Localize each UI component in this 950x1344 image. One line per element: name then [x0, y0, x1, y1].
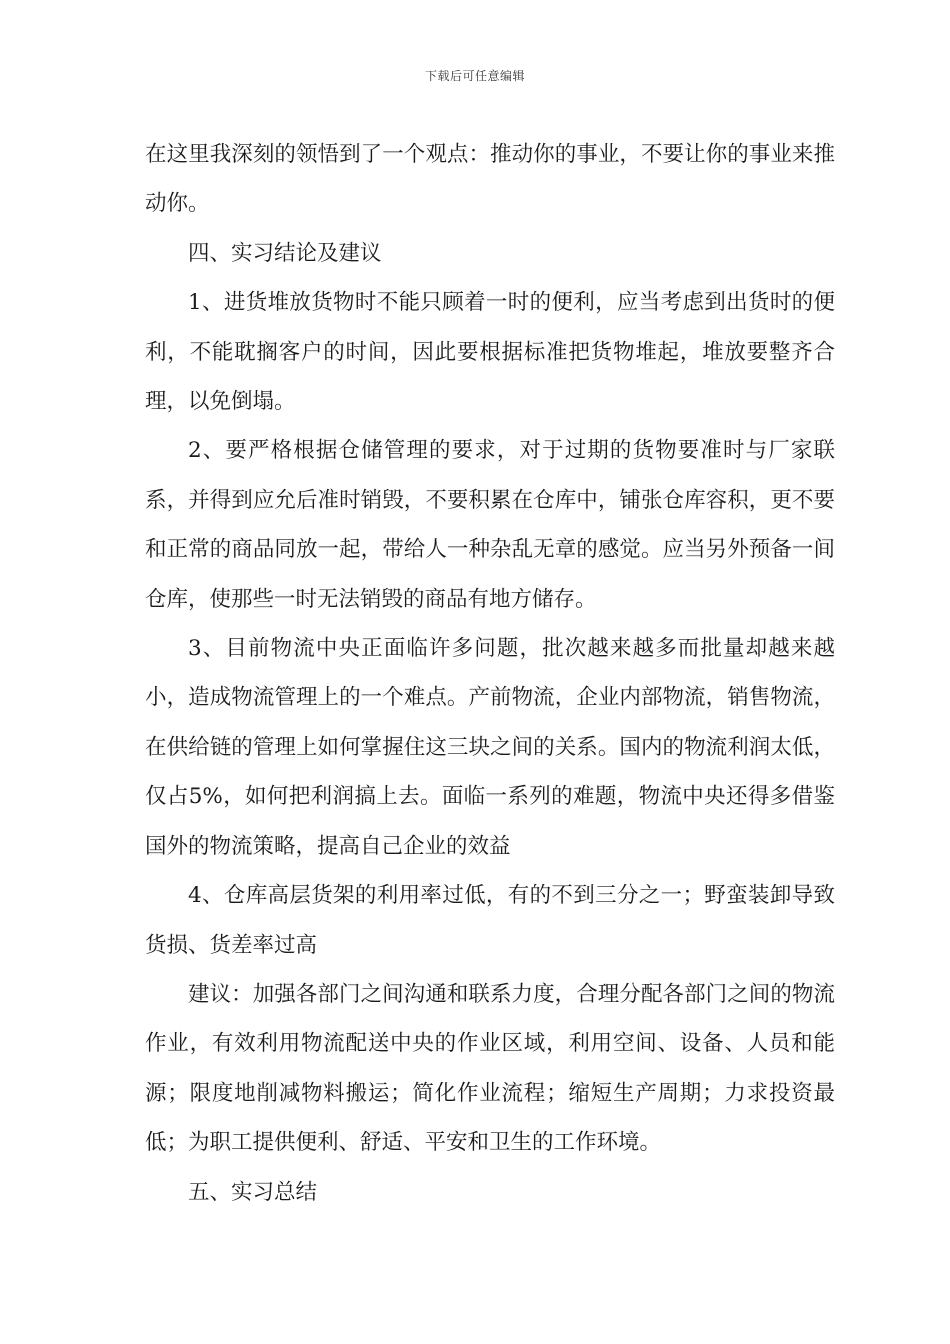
paragraph-point-3: 3、目前物流中央正面临许多问题，批次越来越多而批量却越来越小，造成物流管理上的一个难点。产前物流，企业内部物流，销售物流，在供给链的管理上如何掌握住这三块之间的关系。国内的物流利润太低，仅占5%，如何把利润搞上去。面临一系列的难题，物流中央还得多借鉴国外的物流策略，提高自己企业的效益	[145, 636, 835, 859]
paragraph-conclusion-quote: 在这里我深刻的领悟到了一个观点：推动你的事业，不要让你的事业来推动你。	[145, 142, 835, 217]
paragraph-point-2: 2、要严格根据仓储管理的要求，对于过期的货物要准时与厂家联系，并得到应允后准时销毁，不要积累在仓库中，铺张仓库容积，更不要和正常的商品同放一起，带给人一种杂乱无章的感觉。应当另外预备一间仓库，使那些一时无法销毁的商品有地方储存。	[145, 438, 835, 612]
paragraph-suggestions: 建议：加强各部门之间沟通和联系力度，合理分配各部门之间的物流作业，有效利用物流配送中央的作业区域，利用空间、设备、人员和能源；限度地削减物料搬运；简化作业流程；缩短生产周期；力求投资最低；为职工提供便利、舒适、平安和卫生的工作环境。	[145, 981, 835, 1156]
paragraph-point-1: 1、进货堆放货物时不能只顾着一时的便利，应当考虑到出货时的便利，不能耽搁客户的时间，因此要根据标准把货物堆起，堆放要整齐合理，以免倒塌。	[145, 290, 835, 415]
section-heading-summary: 五、实习总结	[188, 1179, 318, 1205]
page-header-note: 下载后可任意编辑	[424, 69, 525, 83]
paragraph-point-4: 4、仓库高层货架的利用率过低，有的不到三分之一；野蛮装卸导致货损、货差率过高	[145, 883, 835, 958]
section-heading-conclusions: 四、实习结论及建议	[188, 240, 382, 266]
document-body	[145, 130, 835, 1217]
